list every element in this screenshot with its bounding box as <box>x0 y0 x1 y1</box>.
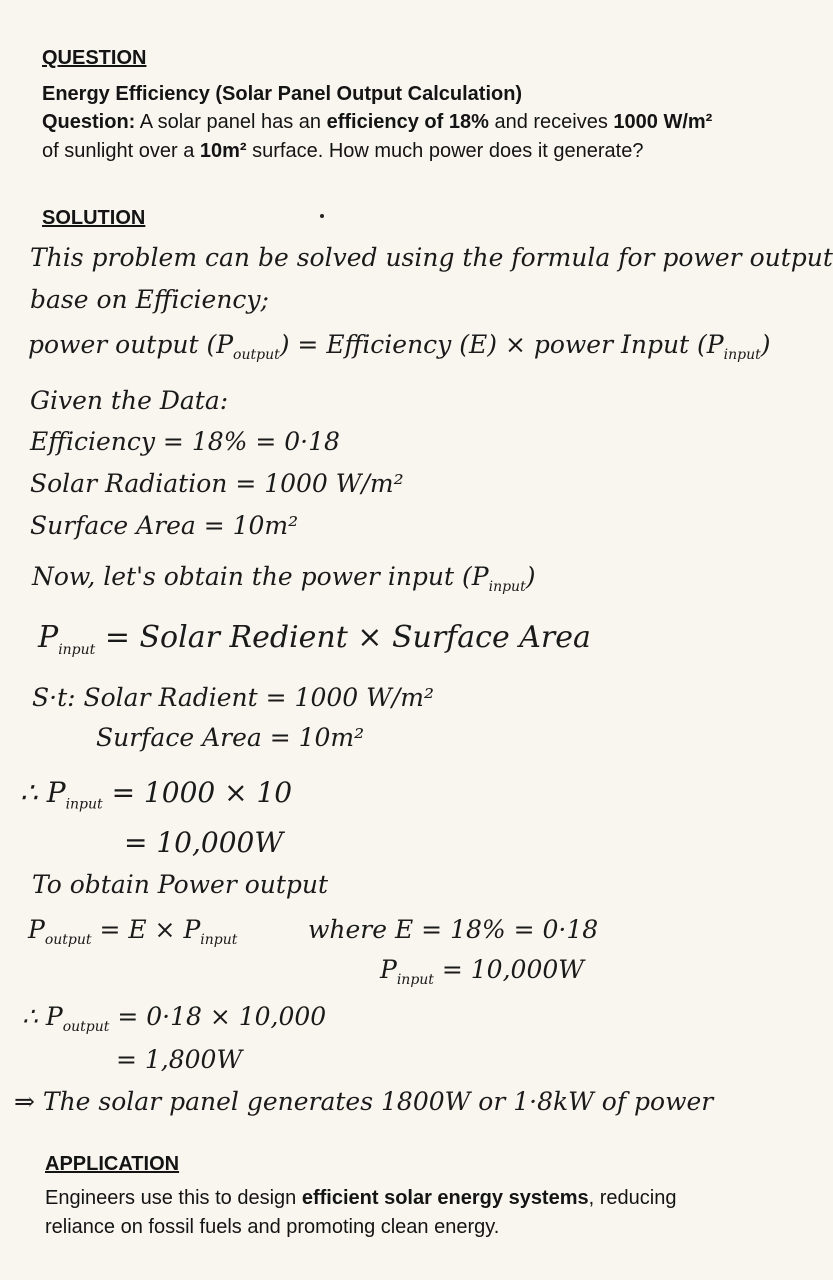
formula-subscript: input <box>723 347 761 363</box>
application-text-part: Engineers use this to design <box>45 1187 302 1209</box>
handwritten-line-input-calc <box>20 776 292 813</box>
handwritten-line-output-result: = 1,800W <box>116 1045 243 1074</box>
handwritten-line-given: Given the Data: <box>30 386 229 415</box>
question-text-part: of sunlight over a <box>42 140 200 162</box>
formula-part: = 0·18 × 10,000 <box>109 1002 327 1031</box>
formula-part: = E × P <box>91 915 201 944</box>
handwritten-line-obtain-input <box>32 562 535 595</box>
formula-subscript: input <box>65 796 103 813</box>
handwritten-line-formula <box>28 330 771 363</box>
application-heading: APPLICATION <box>45 1153 180 1175</box>
efficiency-value: efficiency of 18% <box>326 111 489 133</box>
formula-part: ∴ P <box>20 776 66 809</box>
formula-subscript: output <box>233 347 280 363</box>
irradiance-value: 1000 W/m² <box>613 111 713 133</box>
application-text-part: , reducing reliance on fossil fuels and promoting clean energy. <box>45 1187 677 1238</box>
handwritten-line-where-input <box>380 955 584 988</box>
handwritten-line-conclusion: ⇒ The solar panel generates 1800W or 1·8kW of power <box>14 1087 714 1116</box>
handwritten-line-input-formula <box>38 620 591 658</box>
handwritten-line-area: Surface Area = 10m² <box>30 511 299 540</box>
formula-subscript: output <box>44 932 92 948</box>
question-text <box>42 108 714 166</box>
formula-part: = 10,000W <box>433 955 584 984</box>
formula-subscript: input <box>200 932 238 948</box>
question-title: Energy Efficiency (Solar Panel Output Calculation) <box>42 83 523 105</box>
handwritten-line-where: where E = 18% = 0·18 <box>308 915 599 944</box>
formula-subscript: input <box>488 579 526 595</box>
formula-part: ) = Efficiency (E) × power Input (P <box>279 330 724 359</box>
handwritten-line-st-area: Surface Area = 10m² <box>96 723 365 752</box>
handwritten-line-output-calc <box>22 1002 326 1035</box>
formula-part: ∴ P <box>22 1002 63 1031</box>
formula-subscript: input <box>396 972 434 988</box>
formula-part: = 1000 × 10 <box>102 776 293 809</box>
formula-part: ) <box>760 330 771 359</box>
question-label: Question: <box>42 111 136 133</box>
handwritten-line-st: S·t: Solar Radient = 1000 W/m² <box>32 683 434 712</box>
formula-part: Now, let's obtain the power input (P <box>32 562 489 591</box>
question-text-part: surface. How much power does it generate? <box>246 140 644 162</box>
handwritten-line-obtain-output: To obtain Power output <box>32 870 329 899</box>
solution-heading: SOLUTION <box>42 207 146 229</box>
question-text-part: A solar panel has an <box>135 111 327 133</box>
formula-part: P <box>38 620 59 655</box>
handwritten-line-efficiency: Efficiency = 18% = 0·18 <box>30 427 340 456</box>
handwritten-line-intro: This problem can be solved using the formula for power output <box>30 243 833 272</box>
handwritten-line-intro-2: base on Efficiency; <box>30 285 269 314</box>
formula-part: = Solar Redient × Surface Area <box>95 620 591 655</box>
application-emphasis: efficient solar energy systems <box>301 1187 589 1209</box>
formula-part: P <box>380 955 397 984</box>
formula-part: power output (P <box>28 330 234 359</box>
handwritten-line-radiation: Solar Radiation = 1000 W/m² <box>30 469 404 498</box>
application-text <box>45 1184 714 1242</box>
handwritten-line-input-result: = 10,000W <box>124 826 284 859</box>
formula-subscript: input <box>58 642 96 658</box>
question-text-part: and receives <box>488 111 614 133</box>
question-heading: QUESTION <box>42 47 147 69</box>
formula-subscript: output <box>62 1019 110 1035</box>
ink-dot <box>320 214 324 218</box>
formula-part: P <box>28 915 45 944</box>
formula-part: ) <box>525 562 536 591</box>
handwritten-line-output-formula <box>28 915 237 948</box>
area-value: 10m² <box>199 140 247 162</box>
